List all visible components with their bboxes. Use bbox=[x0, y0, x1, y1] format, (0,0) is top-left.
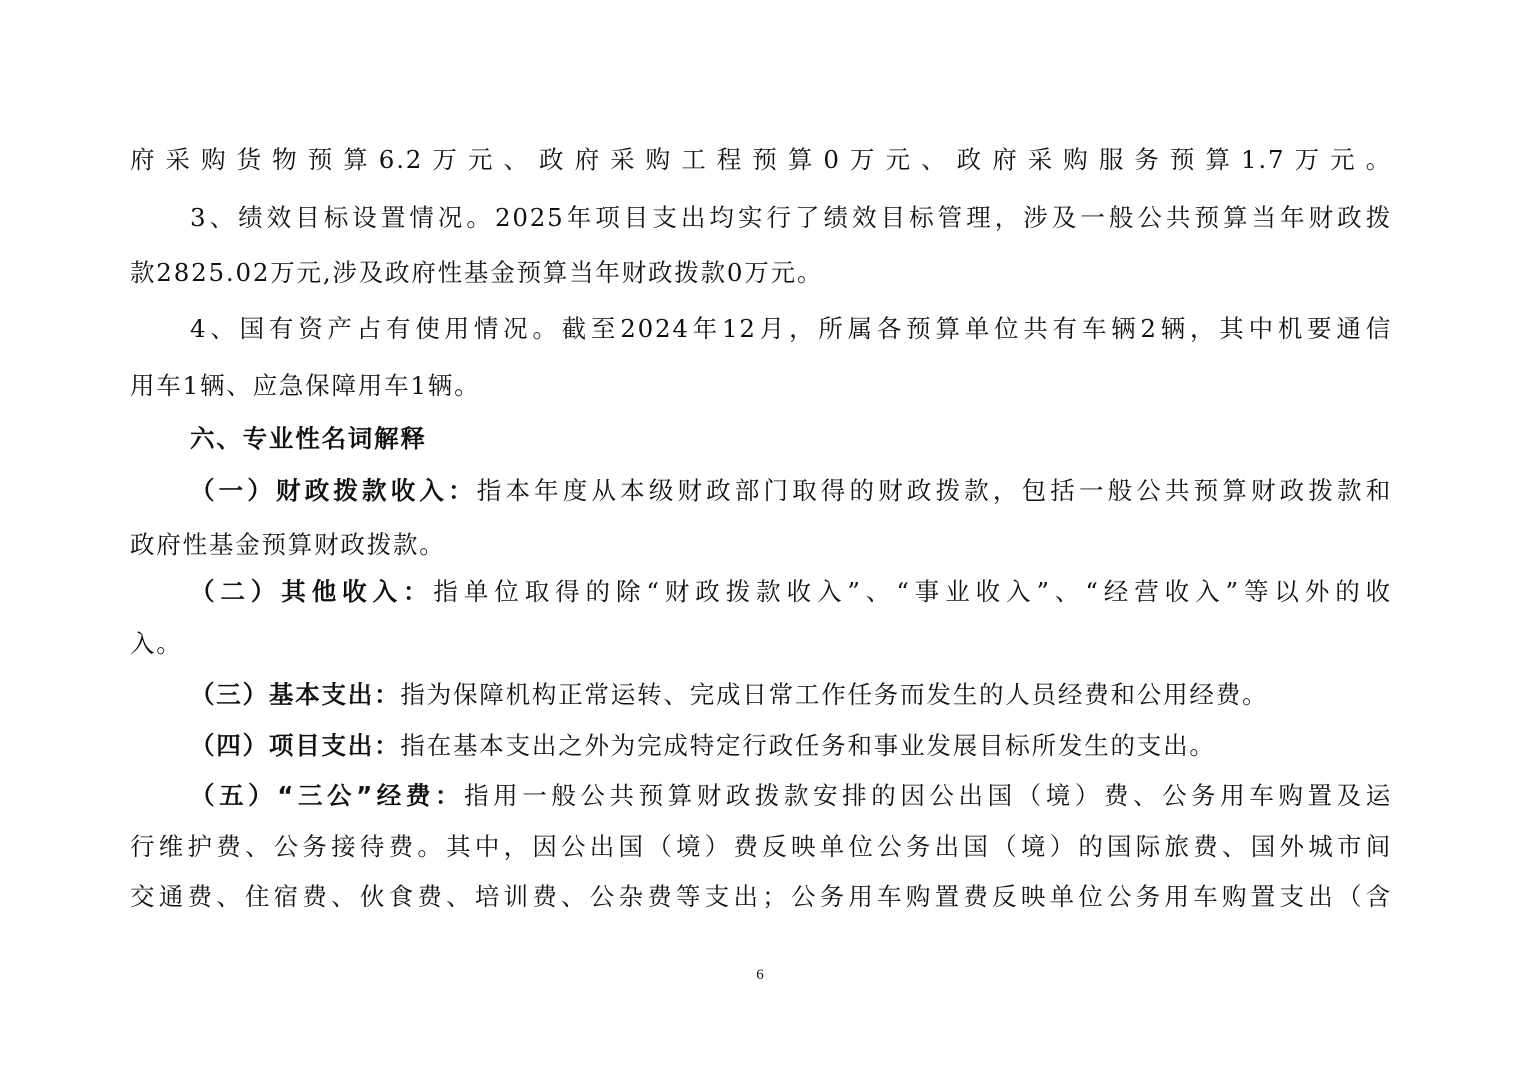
text-line-1: 府采购货物预算6.2万元、政府采购工程预算0万元、政府采购服务预算1.7万元。 bbox=[130, 145, 1392, 174]
term-label: （四）项目支出： bbox=[190, 731, 401, 760]
text-line-5: 用车1辆、应急保障用车1辆。 bbox=[130, 371, 481, 400]
term-label: （一）财政拨款收入： bbox=[190, 476, 477, 505]
text-line-2: 3、绩效目标设置情况。2025年项目支出均实行了绩效目标管理，涉及一般公共预算当年财政拨 bbox=[190, 203, 1392, 232]
definition-line-three-public bbox=[190, 776, 1392, 816]
definition-text: 指为保障机构正常运转、完成日常工作任务而发生的人员经费和公用经费。 bbox=[400, 680, 1269, 709]
definition-line-basic-expense bbox=[190, 675, 1392, 715]
definition-line-other-income bbox=[190, 572, 1392, 612]
text-line-3: 款2825.02万元,涉及政府性基金预算当年财政拨款0万元。 bbox=[130, 258, 824, 287]
definition-line-project-expense bbox=[190, 726, 1392, 766]
text-line-15: 交通费、住宿费、伙食费、培训费、公杂费等支出；公务用车购置费反映单位公务用车购置支出（含 bbox=[130, 882, 1392, 911]
text-line-10: 入。 bbox=[130, 629, 183, 658]
text-line-14: 行维护费、公务接待费。其中，因公出国（境）费反映单位公务出国（境）的国际旅费、国外城市间 bbox=[130, 832, 1392, 861]
page-number: 6 bbox=[756, 967, 764, 983]
definition-text: 指本年度从本级财政部门取得的财政拨款，包括一般公共预算财政拨款和 bbox=[476, 476, 1392, 505]
term-label: （五）“三公”经费： bbox=[190, 781, 465, 810]
text-line-8: 政府性基金预算财政拨款。 bbox=[130, 530, 446, 559]
section-heading: 六、专业性名词解释 bbox=[190, 424, 427, 453]
definition-text: 指在基本支出之外为完成特定行政任务和事业发展目标所发生的支出。 bbox=[400, 731, 1216, 760]
term-label: （二）其他收入： bbox=[190, 577, 434, 606]
term-label: （三）基本支出： bbox=[190, 680, 401, 709]
text-line-4: 4、国有资产占有使用情况。截至2024年12月，所属各预算单位共有车辆2辆，其中机要通信 bbox=[190, 314, 1392, 343]
definition-line-fiscal-income bbox=[190, 471, 1392, 511]
definition-text: 指用一般公共预算财政拨款安排的因公出国（境）费、公务用车购置及运 bbox=[464, 781, 1392, 810]
definition-text: 指单位取得的除“财政拨款收入”、“事业收入”、“经营收入”等以外的收 bbox=[433, 577, 1392, 606]
